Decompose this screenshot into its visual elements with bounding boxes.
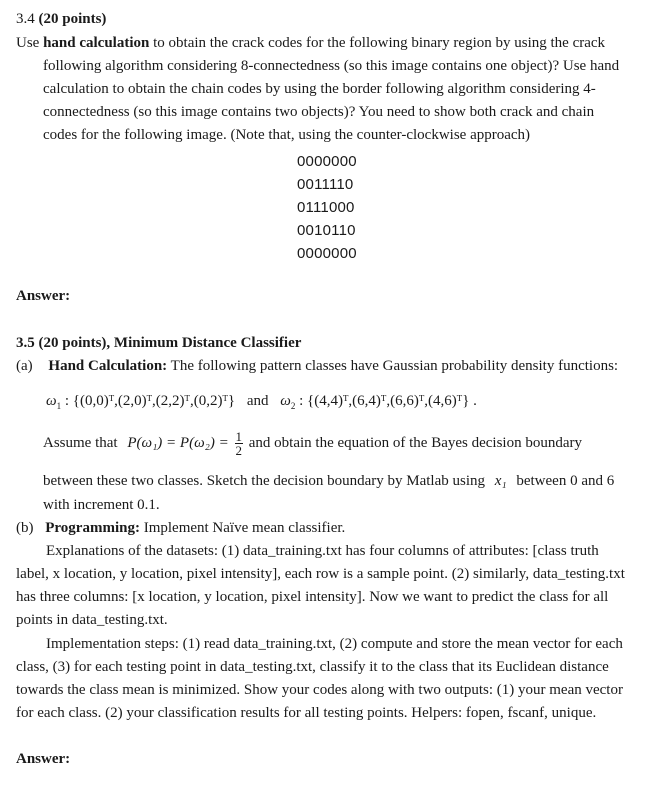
q35b-label: (b): [16, 520, 34, 536]
q35b-para2-line-2: class, (3) for each testing point in data_testing.txt, classify it to the class that its Euclidean distance: [16, 659, 609, 675]
q34-heading: [16, 11, 106, 28]
q35b-para1-line-2: label, x location, y location, pixel intensity], each row is a sample point. (2) similarly, data_testing.txt: [16, 566, 625, 582]
x1-variable: x₁: [494, 473, 507, 489]
q34-number: 3.4: [16, 11, 35, 27]
omega2-set: : {(4,4)ᵀ,(6,4)ᵀ,(6,6)ᵀ,(4,6)ᵀ} .: [299, 393, 477, 409]
q35b-title: Programming:: [45, 520, 140, 536]
q35a-label: (a): [16, 358, 33, 374]
q35b-line-1: [16, 520, 345, 537]
q34-line-3: calculation to obtain the chain codes by using the border following algorithm considering 4-: [43, 81, 596, 97]
fraction-denominator: 2: [235, 443, 242, 458]
sets-and: and: [246, 393, 269, 409]
q34-line-2: following algorithm considering 8-connectedness (so this image contains one object)? Use hand: [43, 58, 620, 74]
prior-expression: P(ω₁) = P(ω₂) =: [127, 434, 229, 451]
q35-answer-label: Answer:: [16, 751, 71, 767]
q35a-line-4: with increment 0.1.: [43, 497, 160, 513]
q34-points: (20 points): [38, 11, 107, 27]
q35b-title-rest: Implement Naïve mean classifier.: [143, 520, 346, 536]
q35a-line-3: [43, 473, 614, 490]
omega1-set: : {(0,0)ᵀ,(2,0)ᵀ,(2,2)ᵀ,(0,2)ᵀ}: [64, 393, 236, 409]
q34-lead-bold: hand calculation: [43, 35, 150, 51]
q34-lead: Use: [16, 35, 40, 51]
omega1-subscript: 1: [56, 401, 62, 411]
q35a-title: Hand Calculation:: [48, 358, 168, 374]
q35a-class-sets: [46, 393, 477, 410]
one-half-fraction: [235, 430, 244, 457]
omega2-symbol: ω: [280, 393, 291, 409]
q35a-intro: The following pattern classes have Gaussian probability density functions:: [170, 358, 619, 374]
line2-post: between 0 and 6: [516, 473, 615, 489]
matrix-row: 0010110: [297, 222, 356, 239]
q34-answer-label: Answer:: [16, 288, 71, 304]
q35a-line-1: [16, 358, 618, 375]
matrix-row: 0000000: [297, 153, 357, 170]
fraction-numerator: 1: [235, 429, 242, 444]
q35b-para2-line-4: for each class. (2) your classification results for all testing points. Helpers: fopen, fscanf, unique.: [16, 705, 597, 721]
q34-line-1: [16, 35, 605, 52]
q35b-para1-line-1: Explanations of the datasets: (1) data_training.txt has four columns of attributes: [class truth: [46, 543, 599, 559]
q34-line-5: codes for the following image. (Note that, using the counter-clockwise approach): [43, 127, 531, 143]
q35b-para2-line-3: towards the class mean is minimized. Show your codes along with two outputs: (1) your mean vector: [16, 682, 623, 698]
q35b-para1-line-4: points in data_testing.txt.: [16, 612, 168, 628]
q35b-para2-line-1: Implementation steps: (1) read data_training.txt, (2) compute and store the mean vector for each: [46, 636, 623, 652]
matrix-row: 0000000: [297, 245, 357, 262]
omega1-symbol: ω: [46, 393, 57, 409]
line2-pre: between these two classes. Sketch the decision boundary by Matlab using: [43, 473, 485, 489]
assume-post: and obtain the equation of the Bayes decision boundary: [248, 434, 582, 451]
q34-line-1-text: to obtain the crack codes for the following binary region by using the crack: [153, 35, 606, 51]
q35b-para1-line-3: has three columns: [x location, y location, pixel intensity]. Now we want to predict the class for all: [16, 589, 609, 605]
q35-heading: 3.5 (20 points), Minimum Distance Classifier: [16, 335, 302, 351]
binary-matrix: [297, 150, 357, 265]
matrix-row: 0111000: [297, 199, 355, 216]
q35a-assume-line: [43, 430, 582, 457]
omega2-subscript: 2: [290, 401, 296, 411]
matrix-row: 0011110: [297, 176, 354, 193]
q34-line-4: connectedness (so this image contains two objects)? You need to show both crack and chain: [43, 104, 595, 120]
assume-pre: Assume that: [43, 434, 118, 451]
